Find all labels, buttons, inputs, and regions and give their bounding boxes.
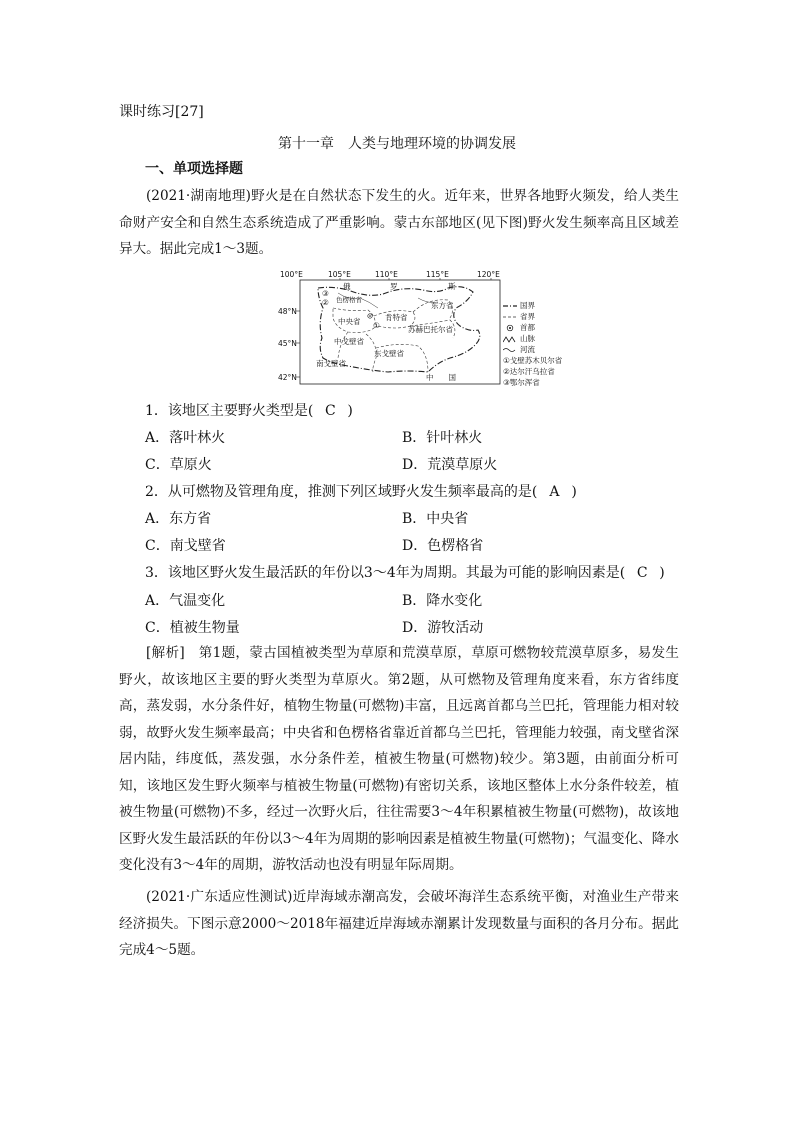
region-label: 中央省 <box>338 317 361 326</box>
region-label: 苏赫巴托尔省 <box>408 325 453 334</box>
option: A．落叶林火 <box>145 430 226 446</box>
option: B．降水变化 <box>402 593 483 609</box>
region-label: 南戈壁省 <box>316 359 346 368</box>
option: C．植被生物量 <box>145 620 240 636</box>
region-label: ② <box>322 298 329 307</box>
region-label: 色楞格省 <box>336 296 362 304</box>
option: C．草原火 <box>145 457 212 473</box>
legend-item: ②达尔汗乌拉省 <box>503 367 555 376</box>
intro-paragraph-2: (2021·广东适应性测试)近岸海域赤潮高发，会破坏海洋生态系统平衡，对渔业生产带来经济损失。下图示意2000～2018年福建近岸海域赤潮累计发现数量与面积的各月分布。据此完成4～5题。 <box>119 889 679 958</box>
region-label: 中 国 <box>426 373 456 382</box>
mongolia-map <box>278 268 523 386</box>
region-label: 肯特省 <box>385 313 408 322</box>
intro-paragraph-1: (2021·湖南地理)野火是在自然状态下发生的火。近年来，世界各地野火频发，给人类生命财产安全和自然生态系统造成了严重影响。蒙古东部地区(见下图)野火发生频率高且区域差异大。据此完成1～3题。 <box>119 188 679 257</box>
option: C．南戈壁省 <box>145 538 226 554</box>
question-3: 3．该地区野火发生最活跃的年份以3～4年为周期。其最为可能的影响因素是( C ) <box>145 565 665 581</box>
region-label: ③ <box>322 289 329 298</box>
legend-item: 首都 <box>503 322 593 333</box>
lat-label: 42°N <box>278 373 297 382</box>
capital-icon <box>503 324 517 332</box>
answer: A <box>549 484 560 500</box>
legend-item: ③鄂尔浑省 <box>503 378 540 387</box>
region-label: 东方省 <box>431 301 454 310</box>
lat-label: 48°N <box>278 307 297 316</box>
region-label: 东戈壁省 <box>374 349 404 358</box>
map-legend <box>503 300 593 387</box>
answer: C <box>636 565 648 581</box>
lon-label: 110°E <box>375 270 398 279</box>
option: B．针叶林火 <box>402 430 483 446</box>
option: A．气温变化 <box>145 593 226 609</box>
region-label: 罗 <box>390 282 398 291</box>
chapter-title: 第十一章 人类与地理环境的协调发展 <box>278 136 516 152</box>
mountain-icon <box>503 335 517 343</box>
lat-label: 45°N <box>278 339 297 348</box>
region-label: 斯 <box>448 282 456 291</box>
option: D．荒漠草原火 <box>402 457 498 473</box>
option: D．游牧活动 <box>402 620 484 636</box>
province-border-icon <box>503 313 517 321</box>
question-1: 1．该地区主要野火类型是( C ) <box>145 403 353 419</box>
section-heading: 一、单项选择题 <box>145 161 243 177</box>
lon-label: 120°E <box>477 270 500 279</box>
region-label: 中戈壁省 <box>334 337 364 346</box>
legend-item: 国界 <box>503 300 593 311</box>
analysis-paragraph: [解析] 第1题，蒙古国植被类型为草原和荒漠草原，草原可燃物较荒漠草原多，易发生野火，故该地区主要的野火类型为草原火。第2题，从可燃物及管理角度来看，东方省纬度高，蒸发弱，水分条件好，植物生物量(可燃物)丰富，且远离首都乌兰巴托，管理能力相对较弱，故野火发生频率最高；中央省和色楞格省靠近首都乌兰巴托，管理能力较强，南戈壁省深居内陆，纬度低，蒸发强，水分条件差，植被生物量(可燃物)较少。第3题，由前面分析可知，该地区发生野火频率与植被生物量(可燃物)有密切关系，该地区整体上水分条件较差，植被生物量(可燃物)不多，经过一次野火后，往往需要3～4年积累植被生物量(可燃物)，故该地区野火发生最活跃的年份以3～4年为周期的影响因素是植被生物量(可燃物)；气温变化、降水变化没有3～4年的周期，游牧活动也没有明显年际周期。 <box>119 645 679 873</box>
legend-item: 省界 <box>503 311 593 322</box>
lon-label: 115°E <box>426 270 449 279</box>
legend-item: ①戈壁苏木贝尔省 <box>503 356 563 365</box>
national-border-icon <box>503 302 517 310</box>
option: B．中央省 <box>402 511 469 527</box>
question-2: 2．从可燃物及管理角度，推测下列区域野火发生频率最高的是( A ) <box>145 484 577 500</box>
option: A．东方省 <box>145 511 212 527</box>
map-frame <box>300 280 500 384</box>
option: D．色楞格省 <box>402 538 484 554</box>
lesson-label: 课时练习[27] <box>119 104 204 120</box>
lon-label: 105°E <box>328 270 351 279</box>
legend-item: 河流 <box>503 344 593 355</box>
region-label: ① <box>373 321 380 330</box>
lon-label: 100°E <box>280 270 303 279</box>
region-label: 俄 <box>343 282 351 291</box>
legend-item: 山脉 <box>503 333 593 344</box>
river-icon <box>503 346 517 354</box>
answer: C <box>325 403 336 419</box>
